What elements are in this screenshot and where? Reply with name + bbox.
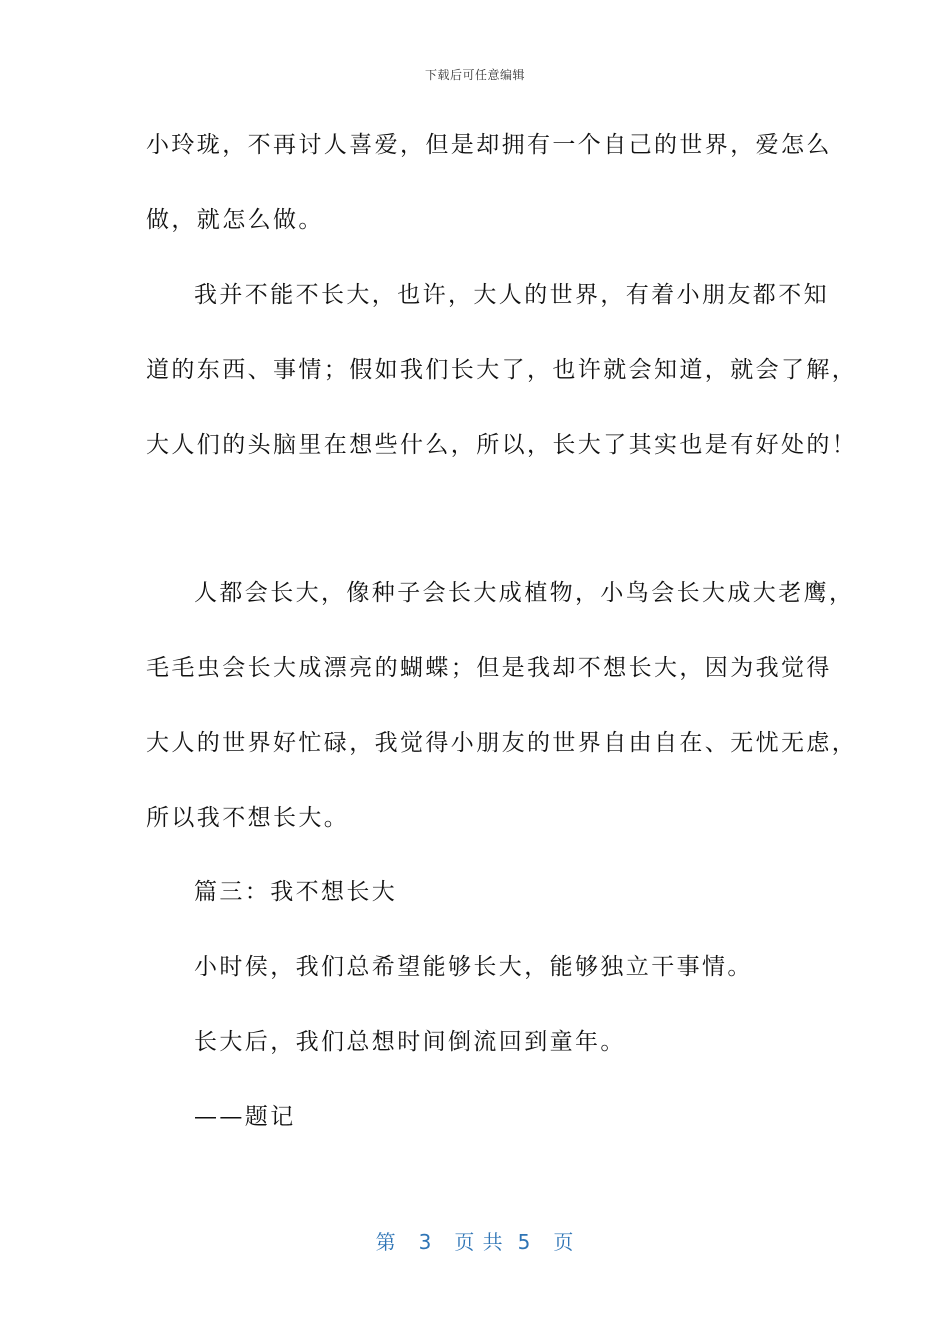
epigraph-attribution: ——题记 bbox=[194, 1104, 296, 1130]
paragraph-line: 做，就怎么做。 bbox=[146, 207, 324, 233]
paragraph-line: 大人的世界好忙碌，我觉得小朋友的世界自由自在、无忧无虑， bbox=[146, 730, 858, 756]
page-total: 5 bbox=[517, 1230, 532, 1254]
paragraph-line: 人都会长大，像种子会长大成植物，小鸟会长大成大老鹰， bbox=[194, 580, 855, 606]
paragraph-line: 毛毛虫会长大成漂亮的蝴蝶；但是我却不想长大，因为我觉得 bbox=[146, 655, 832, 681]
page-footer bbox=[0, 1226, 950, 1255]
paragraph-line: 长大后，我们总想时间倒流回到童年。 bbox=[194, 1029, 626, 1055]
paragraph-line: 所以我不想长大。 bbox=[146, 805, 350, 831]
page-suffix: 页 bbox=[553, 1230, 575, 1254]
page-header: 下载后可任意编辑 bbox=[424, 68, 525, 82]
page-of-label: 页 共 bbox=[454, 1230, 504, 1254]
paragraph-line: 小时侯，我们总希望能够长大，能够独立干事情。 bbox=[194, 954, 753, 980]
section-title: 篇三：我不想长大 bbox=[194, 879, 398, 905]
page-label: 第 bbox=[375, 1230, 397, 1254]
page-current: 3 bbox=[418, 1230, 433, 1254]
paragraph-line: 大人们的头脑里在想些什么，所以，长大了其实也是有好处的！ bbox=[146, 432, 858, 458]
paragraph-line: 小玲珑，不再讨人喜爱，但是却拥有一个自己的世界，爱怎么 bbox=[146, 132, 832, 158]
paragraph-line: 道的东西、事情；假如我们长大了，也许就会知道，就会了解， bbox=[146, 357, 858, 383]
paragraph-line: 我并不能不长大，也许，大人的世界，有着小朋友都不知 bbox=[194, 282, 829, 308]
